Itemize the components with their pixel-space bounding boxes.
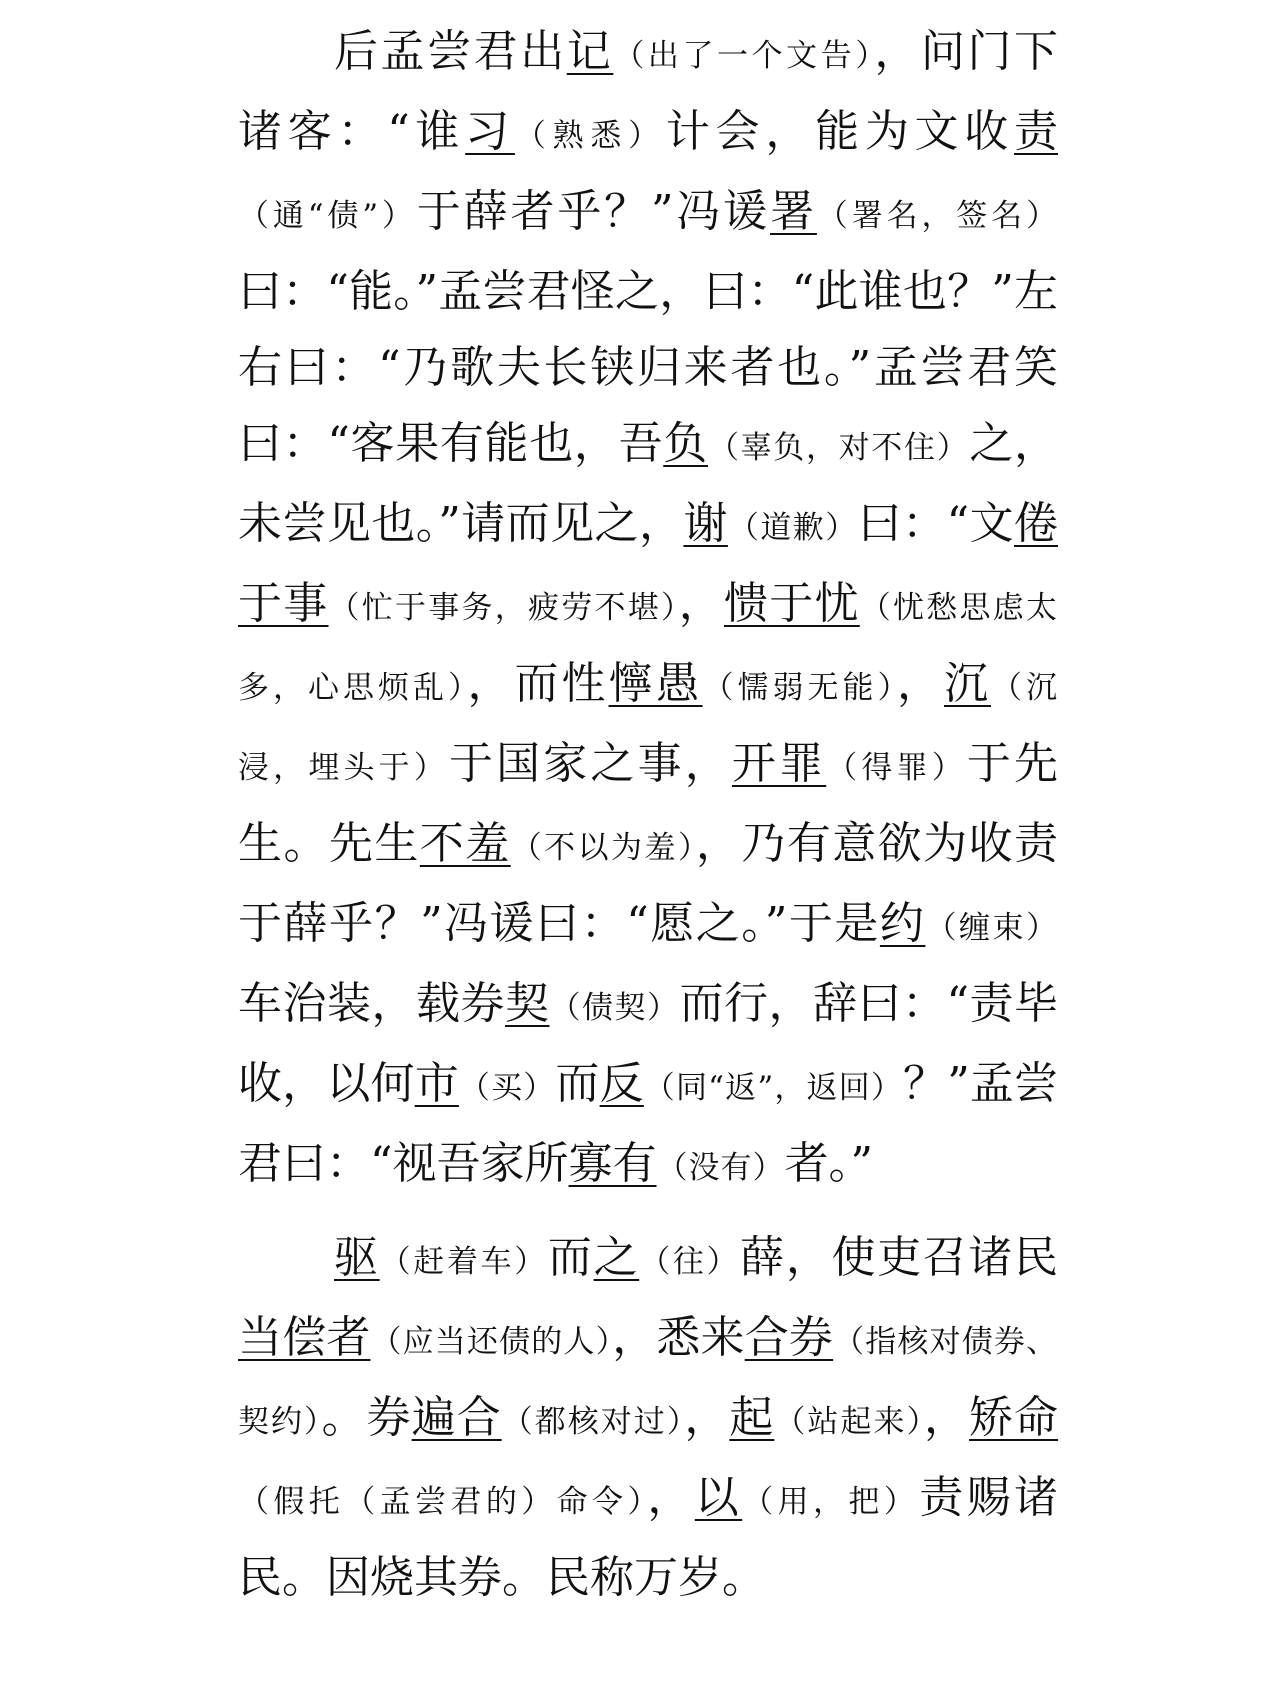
text-run: 薛，使吏召诸民 [740,1232,1059,1283]
text-run: ， [647,1472,695,1523]
gloss-note: （同“返”，返回） [643,1070,904,1106]
text-run: 之，未尝见也。”请而见之， [238,418,1059,549]
underlined-term: 约 [879,898,926,949]
text-run: ，问门下诸客：“谁 [238,26,1059,157]
underlined-term: 起 [729,1392,775,1443]
text-run: ，乃有意欲为收责于薛乎？”冯谖曰：“愿之。”于是 [238,818,1059,949]
gloss-note: （出了一个文告） [613,38,875,74]
gloss-note: （得罪） [826,750,967,786]
text-run: 责赐诸民。因烧其券。民称万岁。 [238,1472,1059,1603]
gloss-note: （沉浸，埋头于） [238,670,1058,786]
text-run: ， [678,578,724,629]
gloss-note: （指核对债券、契约） [238,1324,1059,1440]
text-run: ？”孟尝君曰：“视吾家所 [238,1058,1059,1189]
gloss-note: （没有） [656,1150,785,1186]
underlined-term: 矫命 [969,1392,1059,1443]
gloss-note: （站起来） [774,1404,924,1440]
text-run: 曰：“能。”孟尝君怪之，曰：“此谁也？”左右曰：“乃歌夫长铗归来者也。”孟尝君笑曰：“客果有能也，吾 [238,266,1058,469]
text-run: 后孟尝君出 [334,26,567,77]
text-run: 曰：“文 [857,498,1015,549]
text-run: 车治装，载券 [238,978,505,1029]
underlined-term: 负 [663,418,708,469]
gloss-note: （忧愁思虑太多，心思烦乱） [238,590,1058,706]
gloss-note: （赶着车） [379,1244,548,1280]
underlined-term: 合券 [744,1312,834,1363]
text-run: 于国家之事， [448,738,732,789]
underlined-term: 不羞 [419,818,511,869]
gloss-note: （署名，签名） [816,198,1059,234]
text-run: ， [684,1392,730,1443]
gloss-note: （通“债”） [238,198,417,234]
underlined-term: 倦于事 [238,498,1059,629]
gloss-note: （熟悉） [514,118,666,154]
paragraph-2 [238,1220,1058,1616]
underlined-term: 懧愚 [608,658,703,709]
text-run: ，悉来 [612,1312,745,1363]
underlined-term: 当偿者 [238,1312,371,1363]
underlined-term: 愦于忧 [724,578,860,629]
text-run: ， [897,658,944,709]
gloss-note: （假托（孟尝君的）命令） [238,1484,648,1520]
paragraph-1 [238,14,1058,1206]
gloss-note: （应当还债的人） [370,1324,613,1360]
text-run: 于先生。先生 [238,738,1059,869]
gloss-note: （缠束） [925,910,1059,946]
text-run: 而 [555,1058,600,1109]
underlined-term: 寡有 [568,1138,657,1189]
underlined-term: 驱 [334,1232,380,1283]
gloss-note: （用，把） [742,1484,920,1520]
underlined-term: 遍合 [411,1392,502,1443]
text-column [238,14,1058,1616]
underlined-term: 之 [593,1232,640,1283]
gloss-note: （辜负，对不住） [707,430,970,466]
gloss-note: （不以为羞） [510,830,696,866]
gloss-note: （道歉） [727,510,858,546]
underlined-term: 开罪 [731,738,827,789]
text-run: 计会，能为文收 [665,106,1015,157]
gloss-note: （都核对过） [501,1404,685,1440]
text-run: 。券 [321,1392,412,1443]
underlined-term: 记 [566,26,614,77]
text-run: ，而性 [467,658,609,709]
gloss-note: （买） [458,1070,556,1106]
underlined-term: 谢 [683,498,728,549]
text-run: ， [924,1392,970,1443]
text-run: 于薛者乎？”冯谖 [416,186,771,237]
gloss-note: （债契） [549,990,680,1026]
gloss-note: （忙于事务，疲劳不堪） [328,590,679,626]
underlined-term: 沉 [944,658,991,709]
text-run: 而 [547,1232,594,1283]
gloss-note: （懦弱无能） [702,670,897,706]
underlined-term: 市 [414,1058,459,1109]
gloss-note: （往） [639,1244,741,1280]
text-run: 者。” [784,1138,873,1189]
underlined-term: 责 [1014,106,1059,157]
underlined-term: 契 [505,978,550,1029]
underlined-term: 署 [770,186,817,237]
underlined-term: 反 [599,1058,644,1109]
underlined-term: 习 [465,106,515,157]
text-run: 而行，辞曰：“责毕收，以何 [238,978,1058,1109]
underlined-term: 以 [694,1472,743,1523]
